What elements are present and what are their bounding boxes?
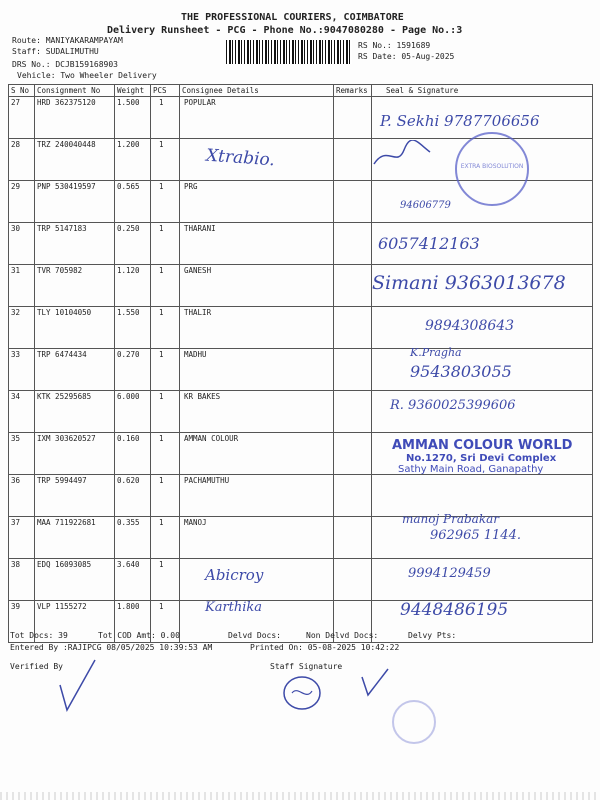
stamp-line-1: AMMAN COLOUR WORLD <box>392 438 573 453</box>
cell-remarks <box>334 265 372 307</box>
cell-remarks <box>334 559 372 601</box>
cell-cno: TRZ 240040448 <box>35 139 115 181</box>
stamp-line-3: Sathy Main Road, Ganapathy <box>398 464 544 475</box>
cell-pcs: 1 <box>151 601 180 643</box>
entered-by: Entered By :RAJIPCG 08/05/2025 10:39:53 AM <box>10 643 213 652</box>
rs-number: RS No.: 1591689 <box>358 41 431 50</box>
cell-pcs: 1 <box>151 223 180 265</box>
cell-weight: 0.620 <box>115 475 151 517</box>
cell-consignee: AMMAN COLOUR <box>180 433 334 475</box>
cell-pcs: 1 <box>151 265 180 307</box>
round-seal-stamp: EXTRA BIOSOLUTION <box>455 132 529 206</box>
signature-row39: 9448486195 <box>400 600 509 620</box>
cell-cno: IXM 303620527 <box>35 433 115 475</box>
cell-weight: 0.565 <box>115 181 151 223</box>
total-cod: Tot COD Amt: 0.00 <box>98 631 180 640</box>
cell-weight: 6.000 <box>115 391 151 433</box>
cell-cno: KTK 25295685 <box>35 391 115 433</box>
cell-weight: 1.120 <box>115 265 151 307</box>
cell-remarks <box>334 307 372 349</box>
runsheet-title: Delivery Runsheet - PCG - Phone No.:9047080280 - Page No.:3 <box>107 25 463 36</box>
cell-consignee: THALIR <box>180 307 334 349</box>
signature-row38: 9994129459 <box>408 566 491 581</box>
route: Route: MANIYAKARAMPAYAM <box>12 36 123 45</box>
col-pcs: PCS <box>151 85 180 97</box>
cell-remarks <box>334 139 372 181</box>
table-row <box>9 223 593 265</box>
delivery-points: Delvy Pts: <box>408 631 457 640</box>
faint-seal-stamp <box>392 700 436 744</box>
handwritten-consignee-row28: Xtrabio. <box>205 145 276 171</box>
cell-remarks <box>334 349 372 391</box>
col-consignment: Consignment No <box>35 85 115 97</box>
cell-remarks <box>334 517 372 559</box>
verified-by-label: Verified By <box>10 662 63 671</box>
cell-pcs: 1 <box>151 391 180 433</box>
cell-consignee: MANOJ <box>180 517 334 559</box>
total-docs: Tot Docs: 39 <box>10 631 68 640</box>
staff: Staff: SUDALIMUTHU <box>12 47 99 56</box>
signature-row31: Simani 9363013678 <box>372 272 566 294</box>
cell-weight: 1.500 <box>115 97 151 139</box>
cell-consignee: GANESH <box>180 265 334 307</box>
company-name: THE PROFESSIONAL COURIERS, COIMBATORE <box>181 12 404 23</box>
cell-remarks <box>334 475 372 517</box>
staff-signature-scribble <box>280 665 390 715</box>
cell-pcs: 1 <box>151 559 180 601</box>
cell-cno: EDQ 16093085 <box>35 559 115 601</box>
cell-consignee: POPULAR <box>180 97 334 139</box>
cell-pcs: 1 <box>151 97 180 139</box>
cell-pcs: 1 <box>151 433 180 475</box>
cell-cno: TRP 6474434 <box>35 349 115 391</box>
signature-row33-phone: 9543803055 <box>410 362 512 381</box>
cell-weight: 1.200 <box>115 139 151 181</box>
cell-remarks <box>334 223 372 265</box>
signature-row37-phone: 962965 1144. <box>430 528 521 543</box>
cell-weight: 0.270 <box>115 349 151 391</box>
signature-row32-phone: 9894308643 <box>425 318 515 334</box>
cell-sno: 30 <box>9 223 35 265</box>
cell-consignee: KR BAKES <box>180 391 334 433</box>
cell-sno: 39 <box>9 601 35 643</box>
cell-sno: 28 <box>9 139 35 181</box>
col-sno: S No <box>9 85 35 97</box>
non-delivered-docs: Non Delvd Docs: <box>306 631 379 640</box>
verified-signature-scribble <box>55 655 105 715</box>
cell-pcs: 1 <box>151 139 180 181</box>
cell-cno: TRP 5994497 <box>35 475 115 517</box>
cell-weight: 0.355 <box>115 517 151 559</box>
cell-consignee: THARANI <box>180 223 334 265</box>
cell-pcs: 1 <box>151 307 180 349</box>
handwritten-consignee-row38: Abicroy <box>205 566 264 584</box>
cell-signature <box>372 475 593 517</box>
cell-consignee: PACHAMUTHU <box>180 475 334 517</box>
delivered-docs: Delvd Docs: <box>228 631 281 640</box>
table-row <box>9 475 593 517</box>
signature-row37-name: manoj Prabakar <box>402 512 499 526</box>
signature-row29: 94606779 <box>400 200 451 211</box>
cell-pcs: 1 <box>151 475 180 517</box>
stamp-line-2: No.1270, Sri Devi Complex <box>406 453 557 464</box>
cell-weight: 3.640 <box>115 559 151 601</box>
barcode <box>226 40 352 64</box>
cell-cno: TRP 5147183 <box>35 223 115 265</box>
table-row <box>9 559 593 601</box>
cell-sno: 32 <box>9 307 35 349</box>
cell-consignee: MADHU <box>180 349 334 391</box>
cell-weight: 0.160 <box>115 433 151 475</box>
cell-pcs: 1 <box>151 349 180 391</box>
rs-date: RS Date: 05-Aug-2025 <box>358 52 455 61</box>
signature-row34: R. 9360025399606 <box>390 398 516 413</box>
cell-weight: 1.550 <box>115 307 151 349</box>
cell-sno: 35 <box>9 433 35 475</box>
cell-remarks <box>334 97 372 139</box>
cell-cno: VLP 1155272 <box>35 601 115 643</box>
signature-row30: 6057412163 <box>378 234 480 253</box>
col-signature: Seal & Signature <box>372 85 593 97</box>
vehicle: Vehicle: Two Wheeler Delivery <box>17 71 157 80</box>
cell-remarks <box>334 181 372 223</box>
cell-remarks <box>334 391 372 433</box>
cell-cno: HRD 362375120 <box>35 97 115 139</box>
cell-cno: PNP 530419597 <box>35 181 115 223</box>
cell-pcs: 1 <box>151 181 180 223</box>
cell-cno: TVR 705982 <box>35 265 115 307</box>
signature-row27: P. Sekhi 9787706656 <box>380 112 540 130</box>
cell-sno: 37 <box>9 517 35 559</box>
cell-sno: 31 <box>9 265 35 307</box>
scribble-signature-row28 <box>372 140 432 170</box>
cell-sno: 29 <box>9 181 35 223</box>
cell-sno: 33 <box>9 349 35 391</box>
cell-pcs: 1 <box>151 517 180 559</box>
cell-sno: 27 <box>9 97 35 139</box>
col-weight: Weight <box>115 85 151 97</box>
scan-edge-noise <box>0 792 600 800</box>
table-header <box>9 85 593 97</box>
cell-weight: 1.800 <box>115 601 151 643</box>
drs-number: DRS No.: DCJB159168903 <box>12 60 118 69</box>
col-remarks: Remarks <box>334 85 372 97</box>
cell-consignee: PRG <box>180 181 334 223</box>
staff-signature-label: Staff Signature <box>270 662 343 671</box>
cell-sno: 36 <box>9 475 35 517</box>
cell-sno: 38 <box>9 559 35 601</box>
cell-cno: MAA 711922681 <box>35 517 115 559</box>
cell-sno: 34 <box>9 391 35 433</box>
amman-colour-stamp <box>392 438 572 475</box>
cell-weight: 0.250 <box>115 223 151 265</box>
cell-cno: TLY 10104050 <box>35 307 115 349</box>
col-consignee: Consignee Details <box>180 85 334 97</box>
cell-remarks <box>334 433 372 475</box>
signature-row33-name: K.Pragha <box>410 346 462 359</box>
handwritten-consignee-row39: Karthika <box>205 600 263 615</box>
printed-on: Printed On: 05-08-2025 10:42:22 <box>250 643 400 652</box>
